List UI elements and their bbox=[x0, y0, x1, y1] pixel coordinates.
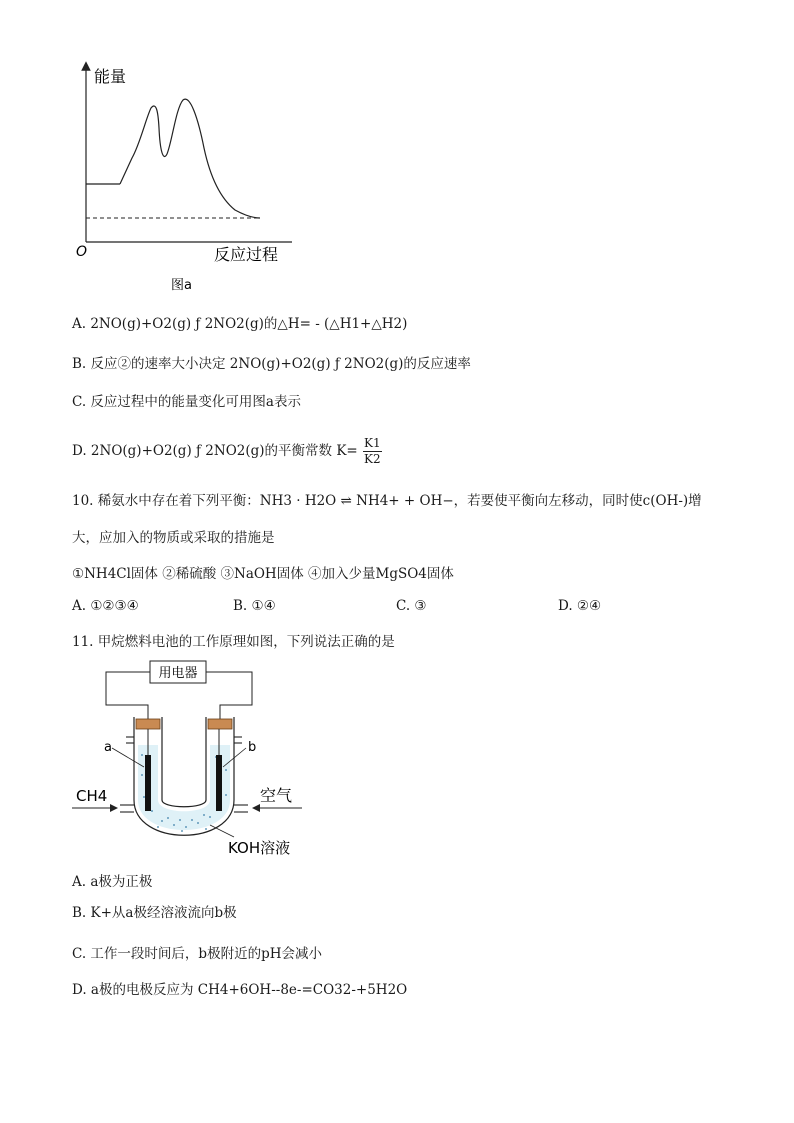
q10-option-d: D. ②④ bbox=[558, 598, 602, 614]
device-label: 用电器 bbox=[158, 666, 198, 681]
q10-option-b: B. ①④ bbox=[233, 598, 276, 614]
q11-option-d: D. a极的电极反应为 CH4+6OH--8e-=CO32-+5H2O bbox=[72, 982, 408, 998]
q10-option-a: A. ①②③④ bbox=[72, 598, 139, 614]
q10-conditions: ①NH4Cl固体 ②稀硫酸 ③NaOH固体 ④加入少量MgSO4固体 bbox=[72, 566, 454, 582]
q11-option-a: A. a极为正极 bbox=[72, 874, 153, 890]
q9-option-d-text: D. 2NO(g)+O2(g) ƒ 2NO2(g)的平衡常数 K= bbox=[72, 443, 358, 459]
q9-option-c: C. 反应过程中的能量变化可用图a表示 bbox=[72, 394, 301, 410]
stopper-left bbox=[136, 719, 160, 729]
energy-curve bbox=[120, 99, 260, 218]
q10-stem-line2: 大，应加入的物质或采取的措施是 bbox=[72, 530, 275, 546]
q9-option-d bbox=[72, 436, 382, 467]
fuel-cell-diagram bbox=[70, 655, 320, 865]
q9-option-b: B. 反应②的速率大小决定 2NO(g)+O2(g) ƒ 2NO2(g)的反应速率 bbox=[72, 356, 471, 372]
fraction-denominator: K2 bbox=[364, 452, 381, 466]
fraction-numerator: K1 bbox=[364, 436, 381, 450]
q10-stem-prefix: 10. 稀氨水中存在着下列平衡： bbox=[72, 493, 260, 509]
electrode-b-label: b bbox=[248, 740, 257, 755]
electrode-a-label: a bbox=[104, 740, 112, 755]
q11-option-b: B. K+从a极经溶液流向b极 bbox=[72, 905, 237, 921]
q10-option-c: C. ③ bbox=[396, 598, 427, 614]
q11-option-c: C. 工作一段时间后，b极附近的pH会减小 bbox=[72, 946, 322, 962]
equilibrium-constant-fraction bbox=[363, 436, 382, 467]
origin-label: O bbox=[76, 244, 88, 260]
y-axis-label: 能量 bbox=[94, 67, 127, 86]
q10-stem-line1 bbox=[72, 489, 702, 509]
electrode-b bbox=[216, 755, 222, 811]
energy-diagram bbox=[60, 58, 320, 303]
gas-right-label: 空气 bbox=[260, 786, 293, 805]
figure-caption: 图a bbox=[171, 278, 192, 293]
q10-equilibrium: NH3 · H2O ⇌ NH4+ + OH− bbox=[259, 493, 454, 509]
q10-stem-suffix: ，若要使平衡向左移动，同时使c(OH-)增 bbox=[453, 493, 702, 509]
gas-left-label: CH4 bbox=[76, 787, 108, 805]
q9-option-a: A. 2NO(g)+O2(g) ƒ 2NO2(g)的△H= - (△H1+△H2) bbox=[72, 316, 408, 332]
electrode-a bbox=[145, 755, 151, 811]
electrolyte-label: KOH溶液 bbox=[228, 839, 291, 857]
stopper-right bbox=[208, 719, 232, 729]
q11-stem: 11. 甲烷燃料电池的工作原理如图，下列说法正确的是 bbox=[72, 634, 395, 650]
x-axis-label: 反应过程 bbox=[214, 245, 279, 264]
